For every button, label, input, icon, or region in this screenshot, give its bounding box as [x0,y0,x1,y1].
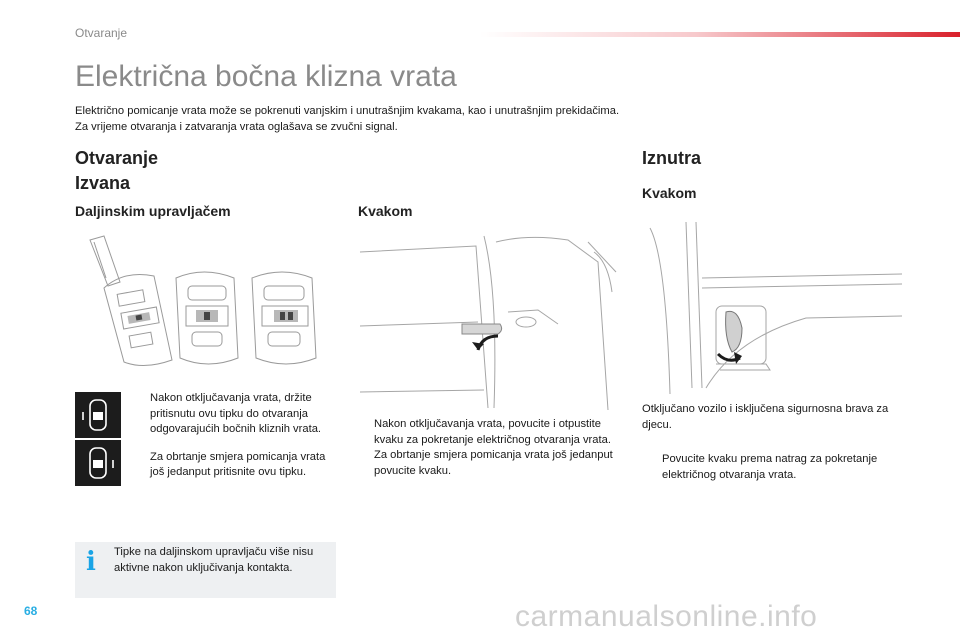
remote-item-2-text: Za obrtanje smjera pomicanja vrata još jedanput pritisnite ovu tipku. [150,450,326,478]
exterior-handle-illustration [358,232,620,410]
exterior-handle-instructions [360,417,615,479]
heading-izvana: Izvana [75,173,131,193]
section-label: Otvaranje [75,26,128,40]
van-side-door-icon [75,440,121,486]
interior-handle-instructions [648,452,908,483]
middle-item-1-text: Nakon otključavanja vrata, povucite i otpustite kvaku za pokretanje električnog otvaranja vrata. [374,418,611,446]
van-side-door-icon [75,392,121,438]
page-number: 68 [24,604,38,618]
middle-item-2-text: Za obrtanje smjera pomicanja vrata još jedanput povucite kvaku. [374,449,613,477]
info-text: Tipke na daljinskom upravljaču više nisu aktivne nakon uključivanja kontakta. [114,546,314,574]
heading-remote: Daljinskim upravljačem [75,203,231,219]
remote-keys-illustration [84,230,334,370]
header-accent-bar [480,32,960,37]
watermark: carmanualsonline.info [515,600,818,633]
page-title: Električna bočna klizna vrata [75,60,457,93]
intro-line-2: Za vrijeme otvaranja i zatvaranja vrata oglašava se zvučni signal. [75,120,398,133]
sliding-door-button-icon-2 [75,440,121,486]
remote-item-1-text: Nakon otključavanja vrata, držite pritisnutu ovu tipku do otvaranja odgovarajućih bočnih kliznih vrata. [150,392,322,435]
intro-line-1: Električno pomicanje vrata može se pokrenuti vanjskim i unutrašnjim kvakama, kao i unutrašnjim prekidačima. [75,105,620,117]
list-item [360,448,615,479]
list-item [648,452,908,483]
list-item [136,450,341,481]
right-item-1-text: Povucite kvaku prema natrag za pokretanje električnog otvaranja vrata. [662,453,878,481]
info-icon: i [86,547,96,577]
heading-kvakom-inside: Kvakom [642,185,697,201]
remote-instructions [136,391,341,481]
sliding-door-button-icon [75,392,121,438]
heading-otvaranje: Otvaranje [75,148,159,168]
heading-kvakom-outside: Kvakom [358,203,413,219]
heading-iznutra: Iznutra [642,148,702,168]
list-item [136,391,341,438]
list-item [360,417,615,448]
interior-handle-illustration [646,218,906,394]
interior-note: Otključano vozilo i isključena sigurnosna brava za djecu. [642,403,889,431]
intro-text [75,104,619,135]
